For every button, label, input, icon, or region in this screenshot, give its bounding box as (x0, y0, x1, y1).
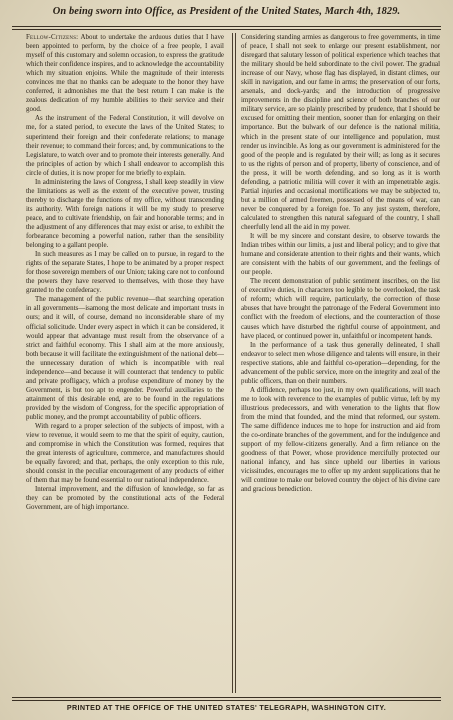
bottom-double-rule (12, 697, 441, 701)
top-double-rule (12, 26, 441, 30)
paragraph-10: The recent demonstration of public sentiment inscribes, on the list of executive duties, in characters too legible to be overlooked, the task of reform; which will require, particularly, the correction of those abuses that have brought the patronage of the Federal Government into conflict with the freedom of elections, and the counteraction of those causes which have disturbed the rightful course of appointment, and have placed, or continued power in, unfaithful or incompetent hands. (241, 277, 440, 340)
left-column (26, 33, 224, 693)
paragraph-1 (26, 33, 224, 114)
salutation: Fellow-Citizens: (26, 33, 79, 41)
paragraph-11: In the performance of a task thus generally delineated, I shall endeavor to select men whose diligence and talents will ensure, in their respective stations, able and faithful co-operation—depending, for the advancement of the public service, more on the integrity and zeal of the public officers, than on their numbers. (241, 340, 440, 385)
paragraph-8: Considering standing armies as dangerous to free governments, in time of peace, I shall not seek to enlarge our present establishment, nor disregard that salutary lesson of political experience which teaches that the military should be held subordinate to the civil power. The gradual increase of our Navy, whose flag has displayed, in distant climes, our skill in navigation, and our fame in arms; the preservation of our forts, arsenals, and dock-yards; and the introduction of progressive improvements in the discipline and science of both branches of our military service, are so plainly prescribed by prudence, that I should be excused for omitting their mention, sooner than for enlarging on their importance. But the bulwark of our defence is the national militia, which in the present state of our intelligence and population, must render us invincible. As long as our government is administered for the good of the people and is regulated by their will; as long as it secures to us the rights of person and of property, liberty of conscience, and of the press, it will be worth defending, and so long as it is worth defending, a patriotic militia will cover it with an impenetrable ægis. Partial injuries and occasional mortifications we may be subjected to, but a million of armed freemen, possessed of the means of war, can never be conquered by a foreign foe. To any just system, therefore, calculated to strengthen this natural safeguard of the country, I shall cheerfully lend all the aid in my power. (241, 33, 440, 231)
paragraph-12: A diffidence, perhaps too just, in my own qualifications, will teach me to look with reverence to the examples of public virtue, left by my illustrious predecessors, and with veneration to the lights that flow from the mind that founded, and the mind that reformed, our system. The same diffidence induces me to hope for instruction and aid from the co-ordinate branches of the government, and for the indulgence and support of my fellow-citizens generally. And a firm reliance on the goodness of that Power, whose providence mercifully protected our national infancy, and has since upheld our liberties in various vicissitudes, encourages me to offer up my ardent supplications that he will continue to make our beloved country the object of his divine care and gracious benediction. (241, 385, 440, 494)
printer-imprint: PRINTED AT THE OFFICE OF THE UNITED STATES' TELEGRAPH, WASHINGTON CITY. (66, 703, 387, 712)
paragraph-4: In such measures as I may be called on to pursue, in regard to the rights of the separate States, I hope to be animated by a proper respect for those sovereign members of our Union; taking care not to confound the powers they have reserved to themselves, with those they have granted to the confederacy. (26, 250, 224, 295)
paragraph-2: As the instrument of the Federal Constitution, it will devolve on me, for a stated period, to execute the laws of the United States; to superintend their foreign and their confederate relations; to manage their revenue; to command their forces; and, by communications to the Legislature, to watch over and to promote their interests generally. And the principles of action by which I shall endeavor to accomplish this circle of duties, it is now proper for me briefly to explain. (26, 114, 224, 177)
column-divider (232, 33, 236, 693)
paragraph-7: Internal improvement, and the diffusion of knowledge, so far as they can be promoted by the constitutional acts of the Federal Government, are of high importance. (26, 485, 224, 512)
paragraph-5: The management of the public revenue—that searching operation in all governments—isamong the most delicate and important trusts in ours; and it will, of course, demand no inconsiderable share of my official solicitude. Under every aspect in which it can be considered, it would appear that advantage must result from the observance of a strict and faithful economy. This I shall aim at the more anxiously, both because it will facilitate the extinguishment of the national debt—the unnecessary duration of which is incompatible with real independence—and because it will counteract that tendency to public and private profligacy, which a profuse expenditure of money by the Government, is but too apt to engender. Powerful auxiliaries to the attainment of this desirable end, are to be found in the regulations provided by the wisdom of Congress, for the specific appropriation of public money, and the prompt accountability of public officers. (26, 295, 224, 421)
paragraph-6: With regard to a proper selection of the subjects of impost, with a view to revenue, it would seem to me that the spirit of equity, caution, and compromise in which the Constitution was formed, requires that the great interests of agriculture, commerce, and manufactures should be equally favored; and that, perhaps, the only exception to this rule, should consist in the peculiar encouragement of any products of either of them that may be found essential to our national independence. (26, 422, 224, 485)
paragraph-9: It will be my sincere and constant desire, to observe towards the Indian tribes within our limits, a just and liberal policy; and to give that humane and considerate attention to their rights and their wants, which are consistent with the habits of our government, and the feelings of our people. (241, 232, 440, 277)
right-column (241, 33, 440, 693)
paragraph-1-text: About to undertake the arduous duties that I have been appointed to perform, by the choice of a free people, I avail myself of this customary and solemn occasion, to express the gratitude which their confidence inspires, and to acknowledge the accountability which my situation enjoins. While the magnitude of their interests convinces me that no thanks can be adequate to the honor they have conferred, it admonishes me that the best return I can make is the zealous dedication of my humble abilities to their service and their good. (26, 33, 224, 114)
page-title: On being sworn into Office, as President of the United States, March 4th, 1829. (52, 6, 401, 17)
paragraph-3: In administering the laws of Congress, I shall keep steadily in view the limitations as well as the extent of the executive power, trusting thereby to discharge the functions of my office, without transcending its authority. With foreign nations it will be my study to preserve peace, and to cultivate friendship, on fair and honorable terms; and in the adjustment of any differences that may exist or arise, to exhibit the forbearance becoming a powerful nation, rather than the sensibility belonging to a gallant people. (26, 177, 224, 250)
